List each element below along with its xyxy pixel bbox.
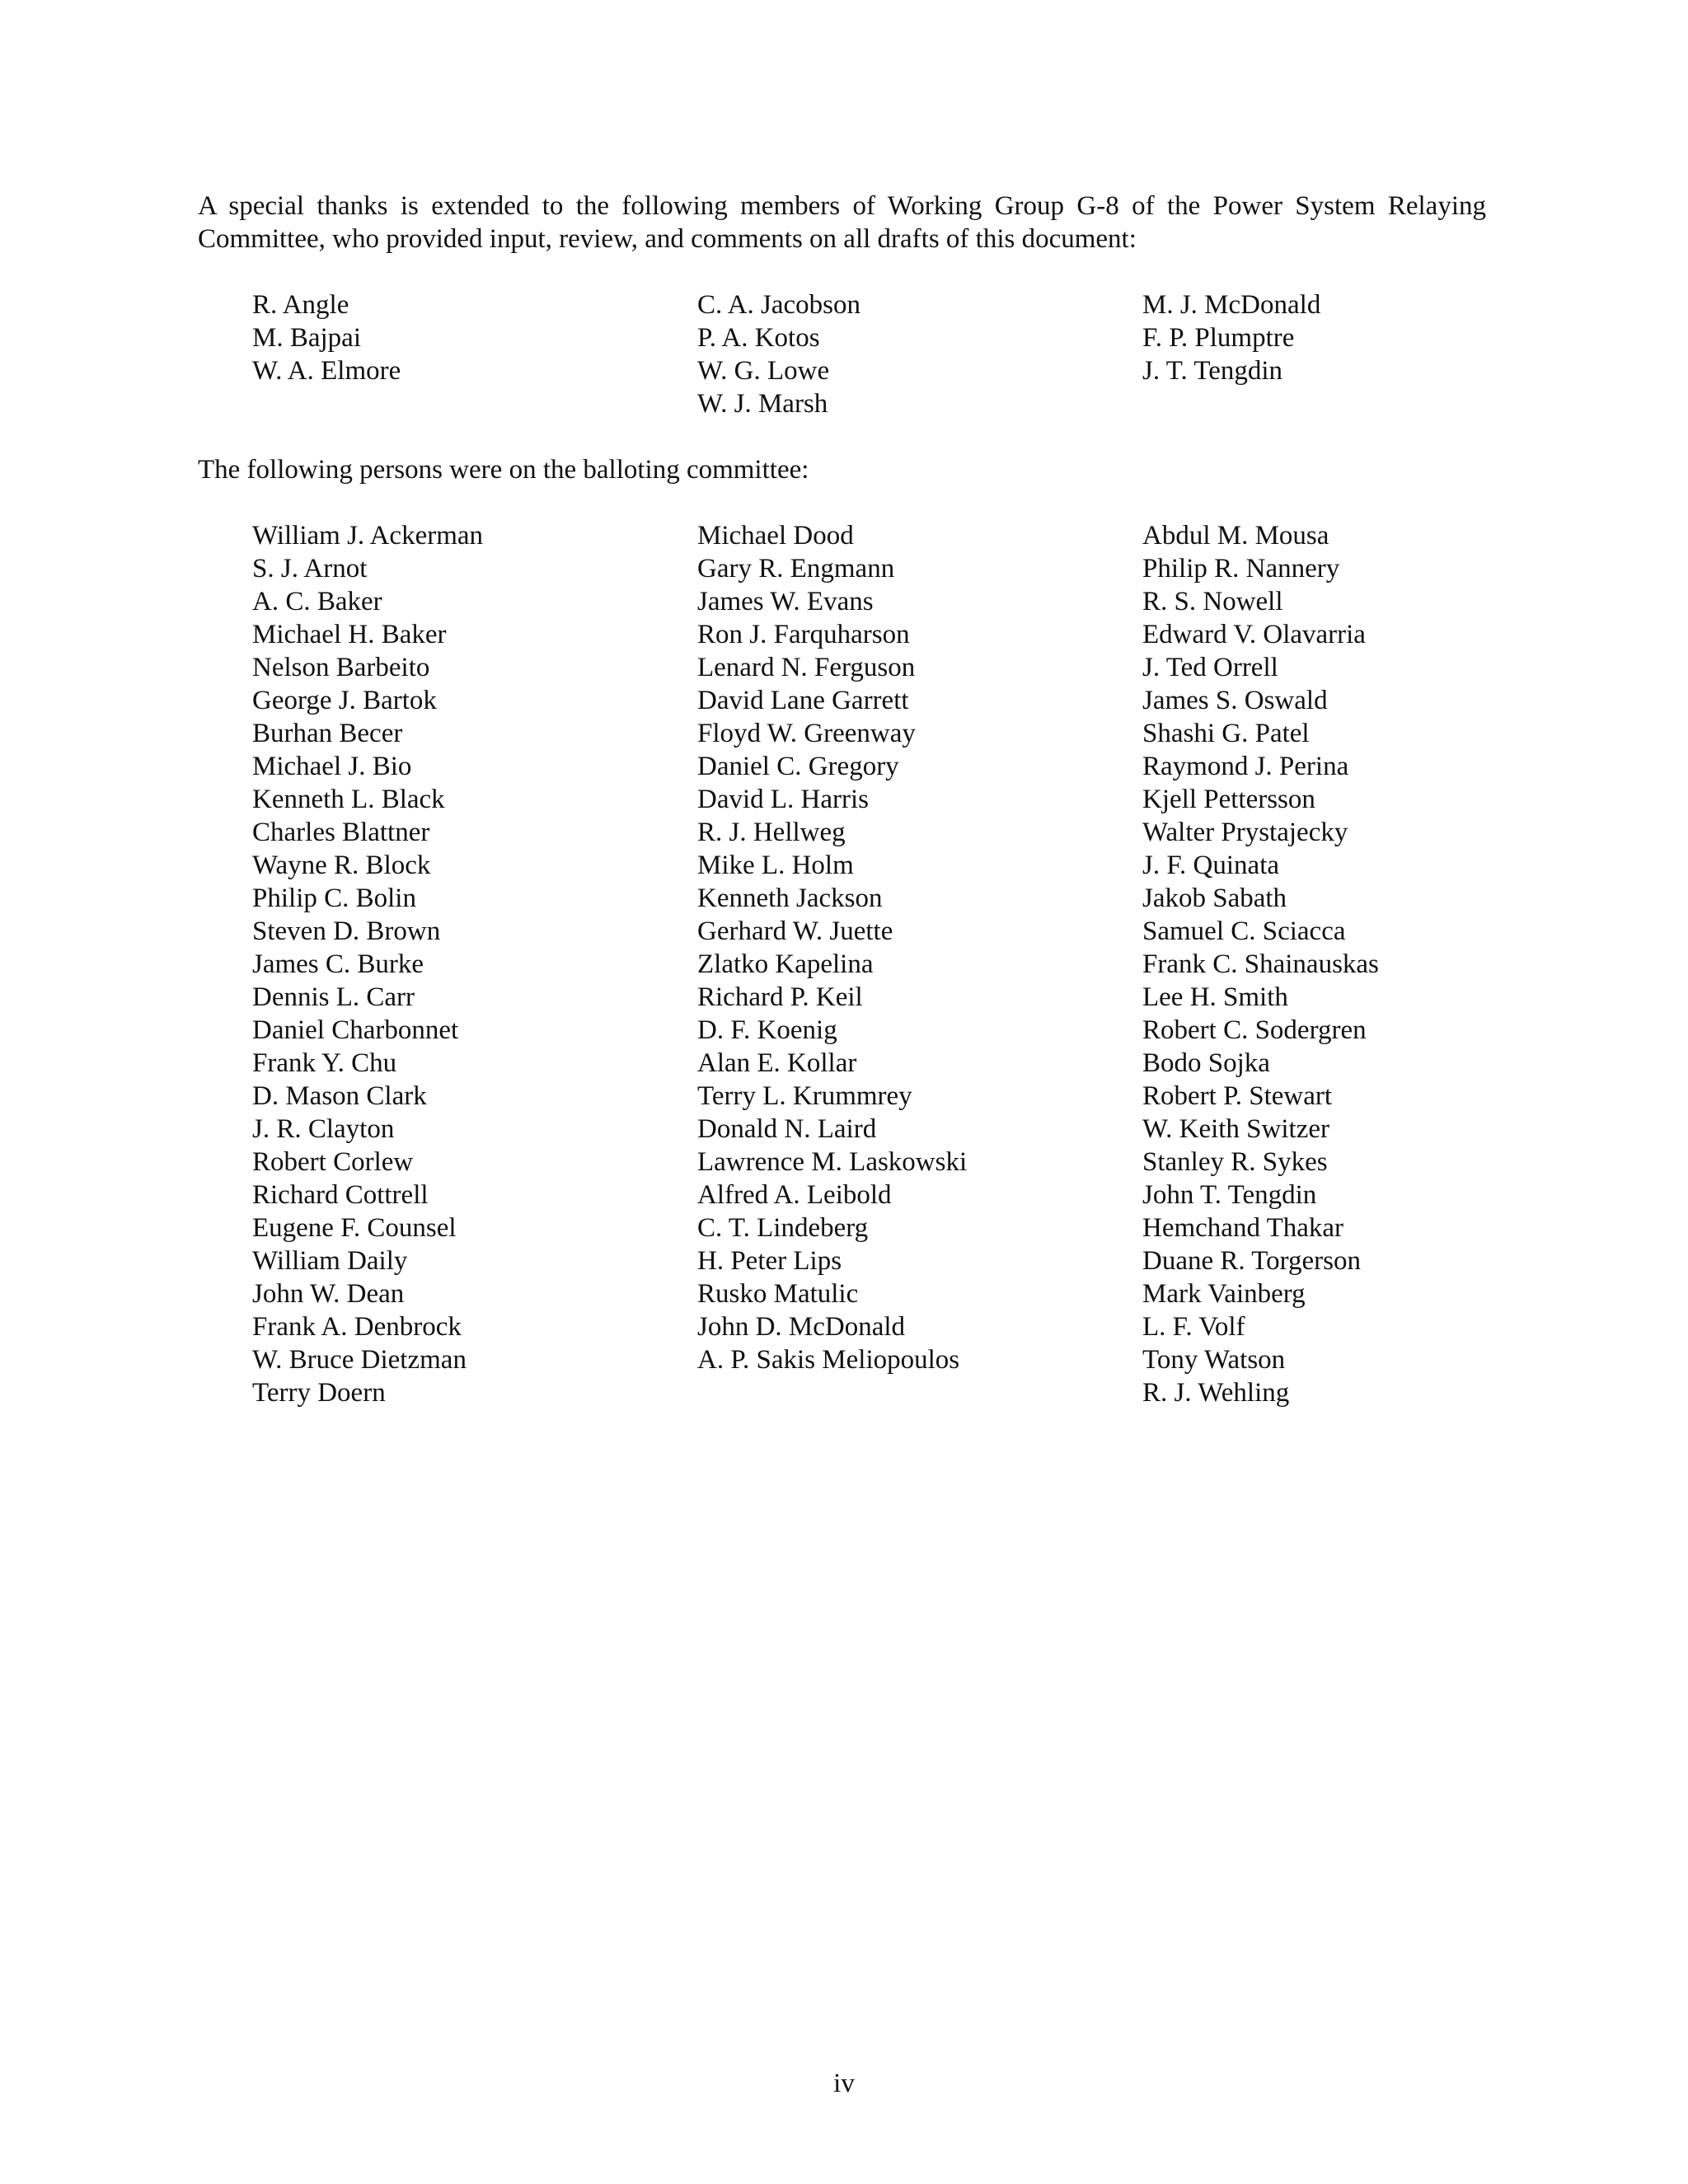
balloting-committee-member: Michael J. Bio [252, 752, 412, 781]
balloting-committee-member: J. F. Quinata [1142, 851, 1280, 880]
balloting-committee-member: D. F. Koenig [697, 1015, 837, 1045]
balloting-committee-member: Michael Dood [697, 521, 854, 551]
balloting-committee-column-2 [697, 519, 967, 1376]
balloting-committee-member: Frank C. Shainauskas [1142, 949, 1379, 979]
balloting-committee-member: William Daily [252, 1246, 408, 1276]
balloting-committee-member: Mark Vainberg [1142, 1279, 1306, 1309]
balloting-committee-member: George J. Bartok [252, 686, 437, 715]
balloting-committee-member: Lawrence M. Laskowski [697, 1147, 968, 1177]
balloting-committee-member: Stanley R. Sykes [1142, 1147, 1328, 1177]
balloting-committee-column-1 [252, 519, 483, 1409]
balloting-committee-member: R. J. Wehling [1142, 1378, 1290, 1408]
balloting-committee-member: Wayne R. Block [252, 851, 431, 880]
working-group-member: W. A. Elmore [252, 356, 401, 386]
balloting-committee-member: James S. Oswald [1142, 686, 1328, 715]
working-group-member: W. J. Marsh [697, 389, 828, 419]
working-group-member: J. T. Tengdin [1142, 356, 1283, 386]
balloting-committee-member: James W. Evans [697, 587, 874, 616]
balloting-committee-member: A. P. Sakis Meliopoulos [697, 1345, 960, 1375]
balloting-committee-member: L. F. Volf [1142, 1312, 1245, 1342]
balloting-committee-member: Raymond J. Perina [1142, 752, 1349, 781]
balloting-committee-member: Robert Corlew [252, 1147, 414, 1177]
balloting-committee-member: Robert P. Stewart [1142, 1081, 1333, 1111]
balloting-committee-member: Samuel C. Sciacca [1142, 916, 1346, 946]
balloting-committee-member: J. Ted Orrell [1142, 653, 1278, 682]
balloting-committee-member: Frank Y. Chu [252, 1048, 397, 1078]
working-group-member: F. P. Plumptre [1142, 323, 1295, 353]
balloting-committee-member: Abdul M. Mousa [1142, 521, 1329, 551]
working-group-member: C. A. Jacobson [697, 290, 860, 320]
balloting-committee-member: Richard Cottrell [252, 1180, 429, 1210]
balloting-committee-member: Philip R. Nannery [1142, 554, 1340, 583]
balloting-committee-member: Kenneth L. Black [252, 785, 445, 814]
balloting-committee-member: Floyd W. Greenway [697, 719, 916, 748]
balloting-committee-member: Lenard N. Ferguson [697, 653, 916, 682]
balloting-committee-member: Walter Prystajecky [1142, 818, 1348, 847]
acknowledgement-paragraph: A special thanks is extended to the following members of Working Group G-8 of the Power System Relaying Committee, who provided input, review, and comments on all drafts of this document: [198, 191, 1486, 254]
balloting-committee-member: David L. Harris [697, 785, 870, 814]
balloting-committee-member: Edward V. Olavarria [1142, 620, 1366, 649]
balloting-committee-member: Lee H. Smith [1142, 982, 1288, 1012]
balloting-committee-member: John W. Dean [252, 1279, 405, 1309]
balloting-committee-member: C. T. Lindeberg [697, 1213, 869, 1243]
working-group-column-2 [697, 288, 860, 420]
balloting-committee-member: Burhan Becer [252, 719, 403, 748]
balloting-committee-member: D. Mason Clark [252, 1081, 427, 1111]
balloting-committee-member: J. R. Clayton [252, 1114, 395, 1144]
working-group-column-3 [1142, 288, 1320, 387]
balloting-committee-member: Tony Watson [1142, 1345, 1286, 1375]
working-group-member: M. J. McDonald [1142, 290, 1321, 320]
balloting-committee-member: Terry Doern [252, 1378, 386, 1408]
balloting-committee-member: Richard P. Keil [697, 982, 863, 1012]
balloting-committee-member: David Lane Garrett [697, 686, 909, 715]
balloting-committee-member: Ron J. Farquharson [697, 620, 910, 649]
balloting-committee-member: Donald N. Laird [697, 1114, 877, 1144]
balloting-committee-member: Nelson Barbeito [252, 653, 430, 682]
balloting-committee-member: Michael H. Baker [252, 620, 447, 649]
balloting-committee-member: Dennis L. Carr [252, 982, 415, 1012]
page-number: iv [833, 2069, 855, 2098]
balloting-committee-member: William J. Ackerman [252, 521, 484, 551]
balloting-committee-member: Jakob Sabath [1142, 883, 1287, 913]
working-group-column-1 [252, 288, 401, 387]
balloting-committee-member: Daniel Charbonnet [252, 1015, 459, 1045]
balloting-committee-member: Daniel C. Gregory [697, 752, 899, 781]
balloting-committee-member: Kjell Pettersson [1142, 785, 1315, 814]
balloting-committee-member: H. Peter Lips [697, 1246, 842, 1276]
balloting-committee-member: Alfred A. Leibold [697, 1180, 892, 1210]
balloting-committee-member: Terry L. Krummrey [697, 1081, 912, 1111]
working-group-member: R. Angle [252, 290, 349, 320]
balloting-committee-member: A. C. Baker [252, 587, 382, 616]
balloting-committee-member: S. J. Arnot [252, 554, 368, 583]
balloting-committee-member: Eugene F. Counsel [252, 1213, 457, 1243]
balloting-committee-column-3 [1142, 519, 1379, 1409]
balloting-committee-member: Charles Blattner [252, 818, 430, 847]
balloting-committee-member: Mike L. Holm [697, 851, 854, 880]
working-group-member: W. G. Lowe [697, 356, 830, 386]
balloting-committee-member: Duane R. Torgerson [1142, 1246, 1362, 1276]
balloting-committee-member: Shashi G. Patel [1142, 719, 1310, 748]
balloting-committee-member: John D. McDonald [697, 1312, 906, 1342]
balloting-committee-member: W. Keith Switzer [1142, 1114, 1329, 1144]
balloting-committee-member: Steven D. Brown [252, 916, 441, 946]
balloting-committee-member: Zlatko Kapelina [697, 949, 874, 979]
balloting-committee-member: Frank A. Denbrock [252, 1312, 462, 1342]
balloting-committee-member: Philip C. Bolin [252, 883, 416, 913]
balloting-committee-member: Robert C. Sodergren [1142, 1015, 1367, 1045]
working-group-member: M. Bajpai [252, 323, 361, 353]
balloting-committee-member: Rusko Matulic [697, 1279, 859, 1309]
balloting-committee-member: Alan E. Kollar [697, 1048, 857, 1078]
working-group-member: P. A. Kotos [697, 323, 820, 353]
balloting-committee-member: R. J. Hellweg [697, 818, 846, 847]
balloting-committee-member: Gerhard W. Juette [697, 916, 893, 946]
balloting-committee-member: Kenneth Jackson [697, 883, 883, 913]
balloting-committee-member: Bodo Sojka [1142, 1048, 1270, 1078]
balloting-committee-member: John T. Tengdin [1142, 1180, 1317, 1210]
balloting-committee-member: Gary R. Engmann [697, 554, 895, 583]
balloting-committee-member: R. S. Nowell [1142, 587, 1283, 616]
balloting-committee-member: Hemchand Thakar [1142, 1213, 1344, 1243]
balloting-committee-paragraph: The following persons were on the balloting committee: [198, 455, 809, 485]
balloting-committee-member: James C. Burke [252, 949, 424, 979]
balloting-committee-member: W. Bruce Dietzman [252, 1345, 467, 1375]
